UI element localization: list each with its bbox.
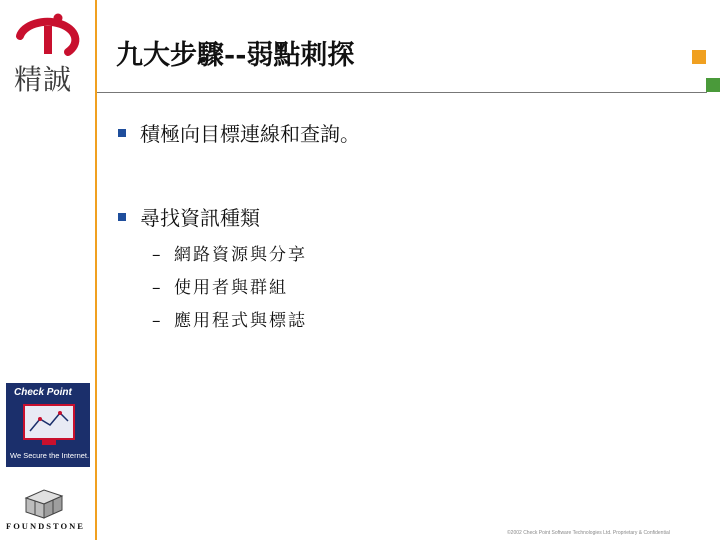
sub-bullet-text: 應用程式與標誌 bbox=[174, 311, 307, 331]
sub-bullet-item bbox=[152, 306, 307, 331]
foundstone-text: FOUNDSTONE bbox=[6, 521, 85, 531]
bullet-item bbox=[118, 118, 360, 147]
bullet-square-icon bbox=[118, 129, 126, 137]
bullet-square-icon bbox=[118, 213, 126, 221]
bullet-text: 尋找資訊種類 bbox=[140, 206, 260, 230]
checkpoint-brand-text: Check Point bbox=[14, 387, 72, 398]
sub-bullet-text: 使用者與群組 bbox=[174, 278, 288, 298]
checkpoint-logo bbox=[6, 383, 90, 467]
footer-copyright: ©2002 Check Point Software Technologies Ltd. Proprietary & Confidential bbox=[507, 530, 670, 536]
sub-bullet-item bbox=[152, 240, 307, 265]
sub-bullet-item bbox=[152, 273, 288, 298]
slide-title: 九大步驟--弱點刺探 bbox=[116, 40, 355, 71]
bullet-item bbox=[118, 202, 260, 231]
sub-bullet-dash: – bbox=[152, 311, 161, 331]
monitor-icon bbox=[20, 403, 78, 447]
corner-block-green bbox=[706, 78, 720, 92]
sub-bullet-dash: – bbox=[152, 245, 161, 265]
checkpoint-slogan: We Secure the Internet. bbox=[10, 451, 90, 460]
foundstone-logo-icon bbox=[22, 486, 72, 520]
sub-bullet-dash: – bbox=[152, 278, 161, 298]
corner-block-orange bbox=[692, 50, 706, 64]
bullet-text: 積極向目標連線和查詢。 bbox=[140, 122, 360, 146]
header-divider bbox=[97, 92, 707, 93]
company-logo-text: 精誠 bbox=[14, 63, 73, 96]
rail-divider bbox=[95, 0, 97, 540]
sub-bullet-text: 網路資源與分享 bbox=[174, 245, 307, 265]
